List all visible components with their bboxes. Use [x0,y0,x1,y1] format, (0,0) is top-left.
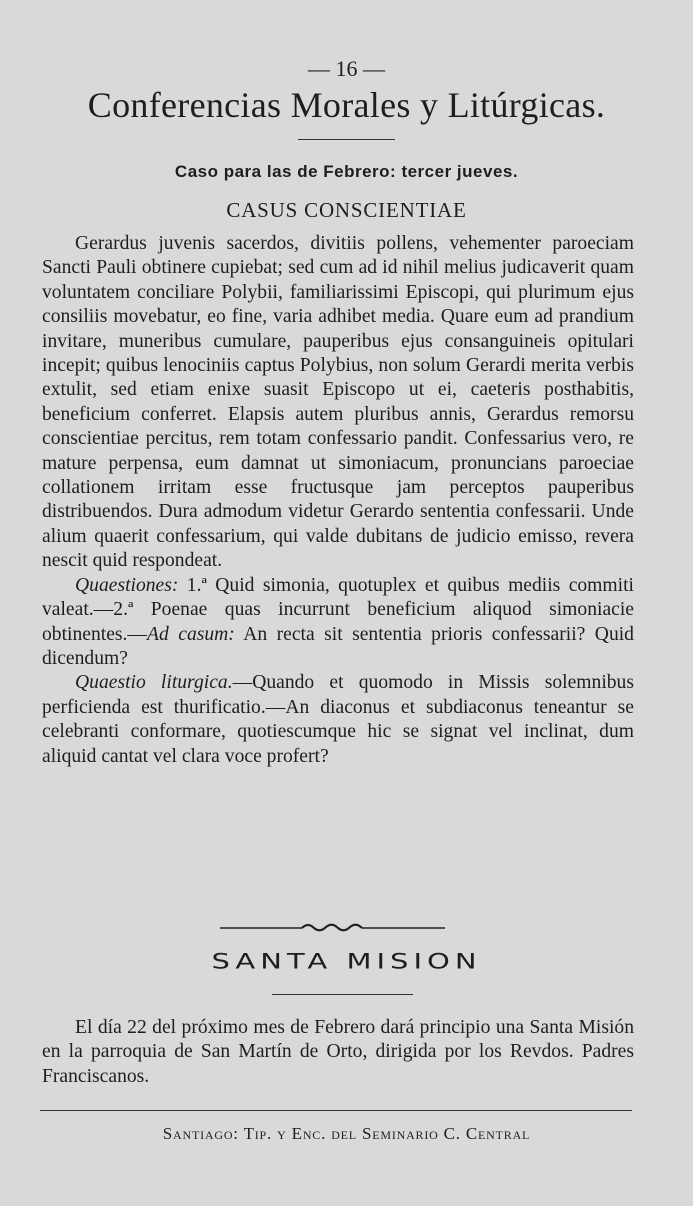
case-subtitle: Caso para las de Febrero: tercer jueves. [174,162,519,181]
mision-paragraph: El día 22 del próximo mes de Febrero dará principio una Santa Misión en la parroquia de San Martín de Orto, dirigida por los Revdos. Padres Franciscanos. [42,1017,634,1087]
liturgica-text: —Quando et quomodo in Missis solemnibus perficienda est thurificatio.—An diaconus et subdiaconus teneantur se celebranti conformare, quotiescumque hic se signat vel inclinat, dum aliquid cantat vel clara voce profert? [42,672,634,767]
mision-body [42,1016,634,1089]
liturgica-paragraph [42,671,634,769]
quaestiones-text: 1.ª Quid simonia, quotuplex et quibus mediis commiti valeat.—2.ª Poenae quas incurrunt beneficium aliquod simoniacie obtinentes.— [42,574,634,645]
printer-footer: Santiago: Tip. y Enc. del Seminario C. Central [162,1124,531,1143]
case-body [42,232,634,769]
mision-title: SANTA MISION [211,948,482,974]
quaestiones-label: Quaestiones: [75,574,179,596]
mision-divider [272,994,413,995]
ornament-divider [220,920,445,934]
casus-paragraph: Gerardus juvenis sacerdos, divitiis pollens, vehementer paroeciam Sancti Pauli obtinere cupiebat; sed cum ad id nihil melius judicaverit quam voluntatem conciliare Polybii, familiarissimi Episcopi, qui plurimum ejus consiliis movebatur, eo fine, varia adhibet media. Quare eum ad prandium invitare, muneribus cumulare, pauperibus ejus consanguineis opitulari incepit; quibus lenociniis captus Polybius, non solum Gerardi merita verbis extulit, sed etiam enixe suasit Episcopo ut ei, caeteris posthabitis, beneficium conferret. Elapsis autem pluribus annis, Gerardus remorsu conscientiae percitus, rem totam confessario pandit. Confessarius vero, re mature perpensa, eum damnat ut simoniacum, pronuncians paroeciae collationem irritam esse fructusque jam perceptos pauperibus distribuendos. Dura admodum videtur Gerardo sententia confessarii. Unde alium quaerit confessarium, qui valde dubitans de judicio emisso, revera nescit quid respondeat. [42,233,634,572]
page-number: — 16 — [308,56,385,81]
quaestiones-paragraph [42,574,634,672]
liturgica-label: Quaestio liturgica. [75,672,233,694]
title-divider [298,139,395,140]
ad-casum-text: An recta sit sententia prioris confessarii? Quid dicendum? [42,623,634,669]
page-title: Conferencias Morales y Litúrgicas. [87,85,606,125]
ad-casum-label: Ad casum: [147,623,235,645]
casus-heading: CASUS CONSCIENTIAE [226,198,467,222]
footer-rule [40,1110,632,1111]
